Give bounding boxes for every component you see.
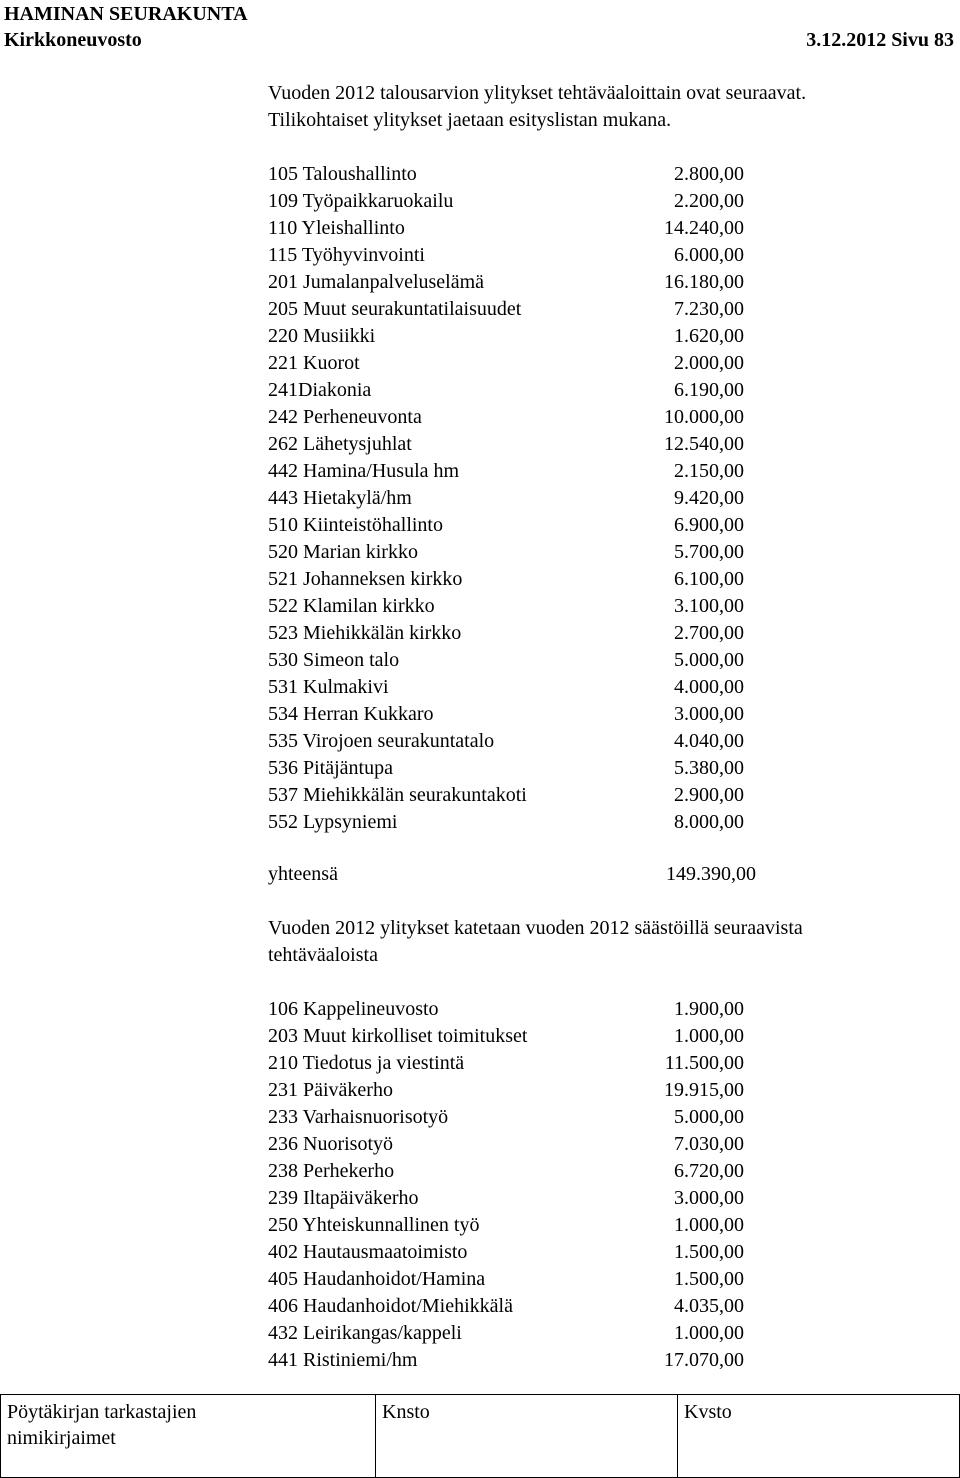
list-row [268,674,744,701]
row-label: 535 Virojoen seurakuntatalo [268,730,495,752]
row-amount: 1.500,00 [674,1241,744,1263]
row-label: 250 Yhteiskunnallinen työ [268,1214,480,1236]
row-amount: 4.000,00 [674,676,744,698]
list-row [268,566,744,593]
list-row [268,161,744,188]
list-row [268,1239,744,1266]
list-row [268,1131,744,1158]
row-label: 531 Kulmakivi [268,676,389,698]
row-label: 521 Johanneksen kirkko [268,568,463,590]
row-amount: 8.000,00 [674,811,744,833]
list-row [268,296,744,323]
row-label: 221 Kuorot [268,352,360,374]
row-label: 210 Tiedotus ja viestintä [268,1052,465,1074]
row-amount: 2.800,00 [674,163,744,185]
row-amount: 12.540,00 [664,433,744,455]
row-label: 109 Työpaikkaruokailu [268,190,454,212]
row-amount: 5.000,00 [674,649,744,671]
row-amount: 6.900,00 [674,514,744,536]
savings-line-2: tehtäväaloista [268,944,378,966]
row-label: 552 Lypsyniemi [268,811,398,833]
list-row [268,782,744,809]
row-label: 523 Miehikkälän kirkko [268,622,462,644]
date-page: 3.12.2012 Sivu 83 [806,29,954,51]
list-row [268,485,744,512]
list-row [268,996,744,1023]
row-label: 238 Perhekerho [268,1160,395,1182]
row-amount: 4.040,00 [674,730,744,752]
list-row [268,1212,744,1239]
row-amount: 1.900,00 [674,998,744,1020]
savings-line-1: Vuoden 2012 ylitykset katetaan vuoden 2012 säästöillä seuraavista [268,917,803,939]
row-label: 520 Marian kirkko [268,541,418,563]
row-amount: 1.000,00 [674,1025,744,1047]
row-amount: 3.000,00 [674,703,744,725]
row-amount: 1.620,00 [674,325,744,347]
list-row [268,242,744,269]
row-label: 536 Pitäjäntupa [268,757,393,779]
footer-signers-line-1: Pöytäkirjan tarkastajien [7,1401,197,1423]
row-amount: 2.150,00 [674,460,744,482]
intro-line-2: Tilikohtaiset ylitykset jaetaan esityslistan mukana. [268,109,672,131]
list-row [268,1266,744,1293]
footer-knsto-label: Knsto [382,1401,430,1423]
row-label: 115 Työhyvinvointi [268,244,425,266]
row-amount: 9.420,00 [674,487,744,509]
row-amount: 6.190,00 [674,379,744,401]
row-amount: 7.030,00 [674,1133,744,1155]
list-row [268,809,744,836]
list-row [268,1347,744,1374]
row-amount: 16.180,00 [664,271,744,293]
row-amount: 5.380,00 [674,757,744,779]
footer-signature-box [0,1394,960,1478]
list-row [268,1077,744,1104]
list-row [268,323,744,350]
row-label: 530 Simeon talo [268,649,400,671]
list-row [268,404,744,431]
overruns-list [268,161,744,836]
row-amount: 19.915,00 [664,1079,744,1101]
list-row [268,1320,744,1347]
footer-signers-line-2: nimikirjaimet [7,1427,116,1449]
list-row [268,269,744,296]
list-row [268,1293,744,1320]
row-amount: 17.070,00 [664,1349,744,1371]
savings-list [268,996,744,1374]
row-amount: 10.000,00 [664,406,744,428]
list-row [268,1158,744,1185]
row-label: 106 Kappelineuvosto [268,998,439,1020]
footer-kvsto-cell [678,1395,959,1477]
intro-paragraph [268,80,928,134]
row-amount: 6.100,00 [674,568,744,590]
list-row [268,728,744,755]
body-title: Kirkkoneuvosto [4,29,142,51]
row-amount: 1.000,00 [674,1322,744,1344]
list-row [268,512,744,539]
total-amount: 149.390,00 [666,863,756,885]
list-row [268,755,744,782]
list-row [268,1185,744,1212]
row-amount: 14.240,00 [664,217,744,239]
list-row [268,458,744,485]
list-row [268,215,744,242]
row-amount: 5.700,00 [674,541,744,563]
row-amount: 11.500,00 [664,1052,744,1074]
row-label: 236 Nuorisotyö [268,1133,393,1155]
list-row [268,539,744,566]
row-label: 242 Perheneuvonta [268,406,422,428]
row-label: 405 Haudanhoidot/Hamina [268,1268,486,1290]
list-row [268,431,744,458]
row-label: 522 Klamilan kirkko [268,595,435,617]
row-amount: 2.900,00 [674,784,744,806]
list-row [268,350,744,377]
total-label: yhteensä [268,863,338,885]
row-amount: 1.500,00 [674,1268,744,1290]
list-row [268,1104,744,1131]
intro-line-1: Vuoden 2012 talousarvion ylitykset tehtäväaloittain ovat seuraavat. [268,82,807,104]
list-row [268,647,744,674]
row-label: 203 Muut kirkolliset toimitukset [268,1025,528,1047]
row-amount: 2.700,00 [674,622,744,644]
organization-title: HAMINAN SEURAKUNTA [4,3,248,25]
row-amount: 6.720,00 [674,1160,744,1182]
row-amount: 6.000,00 [674,244,744,266]
row-label: 406 Haudanhoidot/Miehikkälä [268,1295,513,1317]
row-label: 220 Musiikki [268,325,376,347]
row-amount: 3.100,00 [674,595,744,617]
row-label: 510 Kiinteistöhallinto [268,514,443,536]
row-amount: 5.000,00 [674,1106,744,1128]
row-label: 241Diakonia [268,379,372,401]
list-row [268,593,744,620]
row-label: 442 Hamina/Husula hm [268,460,460,482]
row-label: 262 Lähetysjuhlat [268,433,412,455]
savings-paragraph [268,915,928,969]
footer-kvsto-label: Kvsto [684,1401,732,1423]
row-label: 239 Iltapäiväkerho [268,1187,419,1209]
row-label: 231 Päiväkerho [268,1079,393,1101]
list-row [268,620,744,647]
list-row [268,701,744,728]
row-amount: 1.000,00 [674,1214,744,1236]
row-label: 201 Jumalanpalveluselämä [268,271,485,293]
row-amount: 2.000,00 [674,352,744,374]
footer-knsto-cell [376,1395,678,1477]
list-row [268,1023,744,1050]
row-label: 105 Taloushallinto [268,163,417,185]
row-amount: 4.035,00 [674,1295,744,1317]
row-amount: 7.230,00 [674,298,744,320]
row-amount: 3.000,00 [674,1187,744,1209]
row-label: 233 Varhaisnuorisotyö [268,1106,449,1128]
row-label: 443 Hietakylä/hm [268,487,412,509]
row-label: 110 Yleishallinto [268,217,405,239]
row-label: 537 Miehikkälän seurakuntakoti [268,784,527,806]
list-row [268,188,744,215]
list-row [268,1050,744,1077]
row-amount: 2.200,00 [674,190,744,212]
row-label: 534 Herran Kukkaro [268,703,434,725]
row-label: 205 Muut seurakuntatilaisuudet [268,298,522,320]
total-row [268,861,756,888]
row-label: 402 Hautausmaatoimisto [268,1241,468,1263]
footer-signers-cell [1,1395,376,1477]
list-row [268,377,744,404]
row-label: 432 Leirikangas/kappeli [268,1322,462,1344]
row-label: 441 Ristiniemi/hm [268,1349,418,1371]
